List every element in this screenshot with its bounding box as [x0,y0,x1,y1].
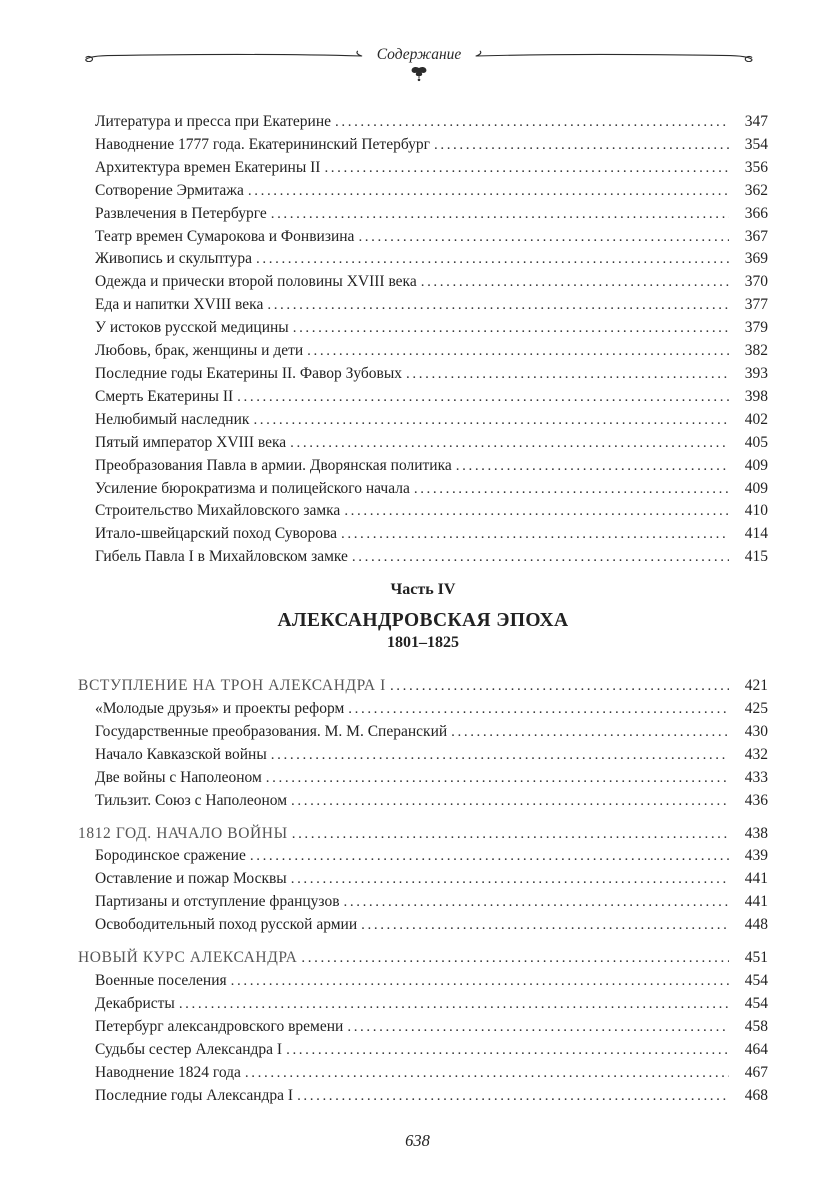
toc-group [78,111,768,569]
toc-entry-label: Оставление и пожар Москвы [95,870,287,888]
toc-entry-page: 448 [744,916,768,934]
toc-entry-leader [237,386,729,409]
toc-entry-label: Партизаны и отступление французов [95,893,340,911]
toc-entry [78,363,768,386]
toc-entry-label: Военные поселения [95,972,227,989]
toc-entry [78,970,768,993]
toc-entry [78,271,768,294]
toc-entry [78,500,768,523]
toc-entry [78,432,768,455]
toc-entry-label: Строительство Михайловского замка [95,502,341,520]
part-kicker: Часть IV [390,581,456,599]
toc-entry [78,546,768,569]
toc-entry [78,744,768,767]
toc-entry-leader [286,1039,729,1062]
toc-entry-page: 402 [744,410,768,428]
header-ornament [70,65,768,85]
running-head [70,46,768,64]
toc-entry-leader [292,823,729,846]
toc-entry [78,993,768,1016]
toc-entry-label: Смерть Екатерины II [95,387,234,405]
toc-entry [78,409,768,432]
toc-entry-label: Сотворение Эрмитажа [95,181,244,199]
toc-entry-label: Любовь, брак, женщины и дети [95,342,304,360]
toc-entry-page: 433 [744,768,768,786]
part-heading [78,579,768,653]
toc-entry-page: 432 [744,745,768,763]
toc-entry-label: Две войны с Наполеоном [95,768,262,786]
toc-entry-leader [390,675,729,698]
toc-entry-page: 393 [744,364,768,382]
toc-entry-page: 441 [744,870,768,888]
toc-entry-label: Одежда и прически второй половины XVIII века [95,273,417,291]
toc-entry-label: Наводнение 1777 года. Екатерининский Петербург [95,135,430,153]
toc-entry-leader [271,203,729,226]
toc-entry-label: Освободительный поход русской армии [95,916,358,934]
toc-entry-label: Наводнение 1824 года [95,1063,241,1081]
toc-list [78,111,768,1117]
toc-entry-leader [451,721,729,744]
toc-entry-page: 441 [744,893,768,911]
toc-entry-label: Последние годы Екатерины II. Фавор Зубовых [95,364,403,382]
toc-entry [78,294,768,317]
toc-entry-leader [293,317,729,340]
toc-entry-page: 398 [744,387,768,405]
toc-entry-page: 410 [744,502,768,520]
toc-entry-label: Бородинское сражение [95,847,246,865]
toc-entry-page: 377 [744,296,768,314]
toc-entry [78,340,768,363]
toc-entry [78,317,768,340]
toc-entry-label: Усиление бюрократизма и полицейского начала [95,479,410,497]
toc-entry [78,248,768,271]
toc-entry-label: У истоков русской медицины [95,319,289,337]
toc-entry [78,1016,768,1039]
toc-entry-leader [267,294,729,317]
part-years: 1801–1825 [387,634,459,652]
toc-entry-label: Декабристы [95,994,175,1012]
toc-entry-label: Еда и напитки XVIII века [95,296,264,314]
toc-entry-leader [271,744,729,767]
toc-entry-page: 405 [744,433,768,451]
toc-entry-leader [456,455,729,478]
toc-entry-leader [347,1016,729,1039]
toc-entry-label: Последние годы Александра I [95,1086,294,1104]
toc-entry-page: 464 [744,1040,768,1058]
toc-entry [78,767,768,790]
toc-entry-leader [352,546,729,569]
toc-entry [78,1085,768,1108]
toc-entry-leader [179,993,729,1016]
toc-entry-label: Архитектура времен Екатерины II [95,158,321,176]
toc-entry [78,180,768,203]
toc-entry [78,455,768,478]
toc-entry-page: 366 [744,204,768,222]
toc-entry [78,1039,768,1062]
toc-entry-leader [248,180,729,203]
toc-entry [78,845,768,868]
toc-entry-label: Пятый император XVIII века [95,433,287,451]
toc-entry [78,868,768,891]
toc-entry-page: 415 [744,548,768,566]
toc-entry-page: 362 [744,181,768,199]
toc-entry [78,386,768,409]
toc-entry-label: Государственные преобразования. М. М. Сперанский [95,722,448,740]
toc-entry-label: Гибель Павла I в Михайловском замке [95,548,348,566]
toc-entry [78,698,768,721]
toc-entry [78,203,768,226]
toc-entry [78,111,768,134]
toc-entry-leader [344,891,729,914]
toc-entry-label: Итало-швейцарский поход Суворова [95,525,337,543]
toc-entry-page: 454 [744,994,768,1012]
toc-entry [78,891,768,914]
folio-page-number: 638 [405,1131,430,1150]
toc-entry-label: Судьбы сестер Александра I [95,1040,283,1058]
toc-entry [78,1062,768,1085]
toc-entry-leader [344,500,729,523]
toc-group [78,823,768,938]
toc-entry-label: Начало Кавказской войны [95,745,267,763]
toc-entry-leader [291,790,729,813]
toc-entry [78,947,768,970]
toc-entry-leader [421,271,729,294]
toc-entry-page: 369 [744,250,768,268]
toc-entry-label: «Молодые друзья» и проекты реформ [95,700,345,718]
toc-entry-leader [307,340,729,363]
fleuron-ornament-icon [409,65,429,83]
toc-entry-label: Петербург александровского времени [95,1017,344,1035]
toc-entry-leader [253,409,729,432]
toc-entry [78,478,768,501]
toc-entry-label: Нелюбимый наследник [95,410,250,428]
toc-entry-page: 436 [744,791,768,809]
toc-entry-page: 409 [744,456,768,474]
toc-entry-leader [341,523,729,546]
header-flourish-left-icon [70,48,363,62]
toc-entry-page: 409 [744,479,768,497]
toc-entry-leader [324,157,729,180]
toc-group [78,947,768,1107]
toc-entry-page: 425 [744,700,768,718]
toc-entry-label: Театр времен Сумарокова и Фонвизина [95,227,355,245]
toc-entry-leader [256,248,729,271]
toc-entry-page: 430 [744,722,768,740]
toc-entry-page: 467 [744,1063,768,1081]
toc-entry-leader [414,478,729,501]
toc-entry-page: 458 [744,1017,768,1035]
toc-entry [78,721,768,744]
toc-entry-label: Литература и пресса при Екатерине [95,113,332,130]
toc-entry-page: 414 [744,525,768,543]
toc-entry [78,134,768,157]
toc-entry [78,823,768,846]
toc-entry-leader [406,363,729,386]
toc-entry-label: 1812 ГОД. НАЧАЛО ВОЙНЫ [78,824,288,842]
toc-entry-page: 468 [744,1086,768,1104]
toc-entry [78,675,768,698]
toc-entry-leader [361,914,729,937]
toc-entry-page: 454 [744,972,768,989]
toc-entry-leader [266,767,729,790]
toc-entry-label: ВСТУПЛЕНИЕ НА ТРОН АЛЕКСАНДРА I [78,677,386,695]
toc-entry-label: Живопись и скульптура [95,250,253,268]
header-flourish-right-icon [475,48,768,62]
toc-entry-leader [297,1085,729,1108]
toc-entry-leader [245,1062,729,1085]
toc-entry-page: 354 [744,135,768,153]
toc-entry [78,790,768,813]
toc-entry [78,226,768,249]
toc-entry [78,157,768,180]
toc-entry-page: 382 [744,342,768,360]
toc-entry-page: 356 [744,158,768,176]
toc-entry-leader [335,111,729,134]
toc-entry-page: 379 [744,319,768,337]
toc-entry-leader [291,868,729,891]
toc-entry-label: Преобразования Павла в армии. Дворянская политика [95,456,452,474]
toc-entry-label: Развлечения в Петербурге [95,204,267,222]
toc-entry-page: 347 [744,113,768,130]
toc-entry-leader [434,134,729,157]
page-header [70,46,768,85]
toc-entry-label: Тильзит. Союз с Наполеоном [95,791,288,809]
toc-entry-page: 451 [744,949,768,967]
toc-entry [78,523,768,546]
toc-entry-page: 367 [744,227,768,245]
toc-entry [78,914,768,937]
toc-entry-label: НОВЫЙ КУРС АЛЕКСАНДРА [78,949,298,967]
toc-entry-page: 421 [744,677,768,695]
toc-group [78,675,768,812]
toc-entry-page: 370 [744,273,768,291]
toc-entry-leader [358,226,729,249]
contents-title: Содержание [376,46,462,63]
toc-entry-page: 439 [744,847,768,865]
toc-entry-page: 438 [744,824,768,842]
part-title: АЛЕКСАНДРОВСКАЯ ЭПОХА [277,610,569,632]
toc-entry-leader [290,432,729,455]
toc-entry-leader [231,970,729,993]
toc-entry-leader [348,698,729,721]
toc-entry-leader [301,947,729,970]
toc-entry-leader [250,845,729,868]
